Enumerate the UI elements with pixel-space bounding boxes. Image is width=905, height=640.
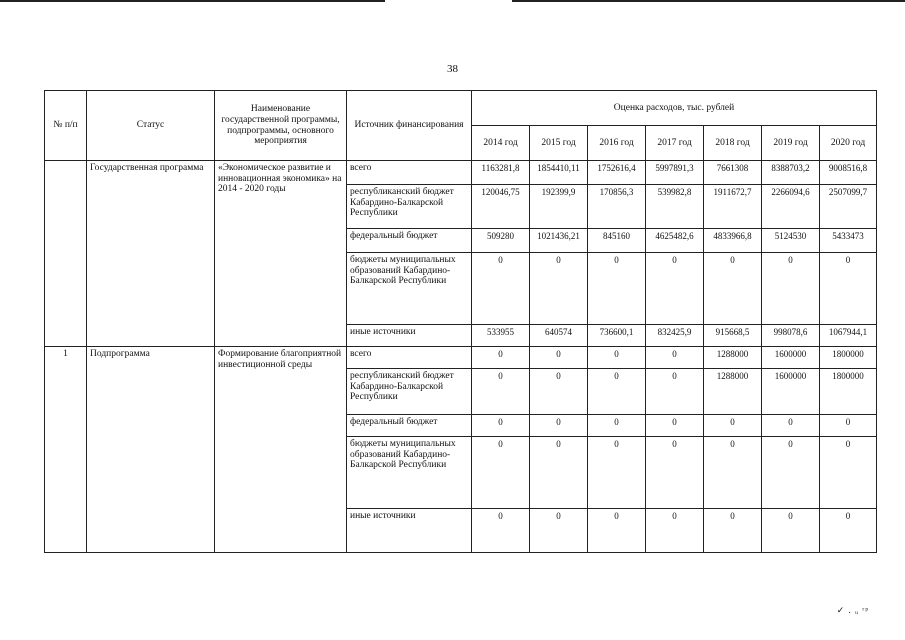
value-cell: 1067944,1: [820, 325, 877, 347]
source-cell: иные источники: [347, 509, 472, 553]
value-cell: 1288000: [704, 347, 762, 369]
value-cell: 509280: [472, 229, 530, 253]
value-cell: 0: [820, 437, 877, 509]
value-cell: 0: [820, 415, 877, 437]
header-year: 2015 год: [530, 126, 588, 161]
header-status: Статус: [87, 91, 215, 161]
scan-edge-line-left: [0, 0, 385, 2]
value-cell: 2266094,6: [762, 185, 820, 229]
value-cell: 0: [530, 437, 588, 509]
value-cell: 1163281,8: [472, 161, 530, 185]
value-cell: 0: [530, 369, 588, 415]
value-cell: 0: [762, 415, 820, 437]
row-name: Формирование благоприятной инвестиционной среды: [215, 347, 347, 553]
value-cell: 998078,6: [762, 325, 820, 347]
value-cell: 4625482,6: [646, 229, 704, 253]
header-year: 2014 год: [472, 126, 530, 161]
value-cell: 0: [588, 253, 646, 325]
value-cell: 0: [646, 369, 704, 415]
value-cell: 0: [704, 415, 762, 437]
value-cell: 736600,1: [588, 325, 646, 347]
value-cell: 5997891,3: [646, 161, 704, 185]
value-cell: 5433473: [820, 229, 877, 253]
value-cell: 0: [762, 437, 820, 509]
header-num: № п/п: [45, 91, 87, 161]
expenditure-table: [44, 90, 877, 553]
value-cell: 915668,5: [704, 325, 762, 347]
value-cell: 0: [472, 347, 530, 369]
value-cell: 832425,9: [646, 325, 704, 347]
header-source: Источник финансирования: [347, 91, 472, 161]
row-num: [45, 161, 87, 347]
table-row: [45, 161, 877, 185]
value-cell: 0: [588, 509, 646, 553]
value-cell: 0: [472, 369, 530, 415]
source-cell: республиканский бюджет Кабардино-Балкарской Республики: [347, 369, 472, 415]
value-cell: 0: [472, 437, 530, 509]
header-year: 2020 год: [820, 126, 877, 161]
value-cell: 0: [588, 369, 646, 415]
value-cell: 0: [646, 415, 704, 437]
value-cell: 0: [588, 437, 646, 509]
value-cell: 1600000: [762, 369, 820, 415]
corner-handwritten-mark: ✓ . ᵤ ʳᵖ: [836, 605, 869, 615]
value-cell: 1021436,21: [530, 229, 588, 253]
value-cell: 0: [646, 253, 704, 325]
value-cell: 539982,8: [646, 185, 704, 229]
value-cell: 0: [530, 415, 588, 437]
source-cell: федеральный бюджет: [347, 415, 472, 437]
value-cell: 533955: [472, 325, 530, 347]
row-num: 1: [45, 347, 87, 553]
value-cell: 0: [530, 347, 588, 369]
value-cell: 0: [704, 509, 762, 553]
value-cell: 0: [646, 347, 704, 369]
table-row: [45, 347, 877, 369]
value-cell: 0: [472, 253, 530, 325]
value-cell: 0: [704, 253, 762, 325]
value-cell: 0: [820, 253, 877, 325]
value-cell: 0: [472, 509, 530, 553]
source-cell: бюджеты муниципальных образований Кабардино-Балкарской Республики: [347, 253, 472, 325]
source-cell: республиканский бюджет Кабардино-Балкарской Республики: [347, 185, 472, 229]
header-year: 2017 год: [646, 126, 704, 161]
value-cell: 0: [762, 509, 820, 553]
value-cell: 192399,9: [530, 185, 588, 229]
value-cell: 4833966,8: [704, 229, 762, 253]
header-year: 2018 год: [704, 126, 762, 161]
value-cell: 0: [588, 415, 646, 437]
value-cell: 1752616,4: [588, 161, 646, 185]
source-cell: бюджеты муниципальных образований Кабардино-Балкарской Республики: [347, 437, 472, 509]
value-cell: 0: [820, 509, 877, 553]
value-cell: 0: [646, 437, 704, 509]
row-status: Государственная программа: [87, 161, 215, 347]
scan-edge-line-right: [512, 0, 905, 2]
value-cell: 0: [704, 437, 762, 509]
value-cell: 0: [646, 509, 704, 553]
value-cell: 7661308: [704, 161, 762, 185]
value-cell: 0: [762, 253, 820, 325]
source-cell: всего: [347, 347, 472, 369]
row-name: «Экономическое развитие и инновационная экономика» на 2014 - 2020 годы: [215, 161, 347, 347]
value-cell: 0: [530, 509, 588, 553]
row-status: Подпрограмма: [87, 347, 215, 553]
value-cell: 120046,75: [472, 185, 530, 229]
value-cell: 9008516,8: [820, 161, 877, 185]
value-cell: 1854410,11: [530, 161, 588, 185]
header-name: Наименование государственной программы, подпрограммы, основного мероприятия: [215, 91, 347, 161]
value-cell: 1800000: [820, 347, 877, 369]
value-cell: 1288000: [704, 369, 762, 415]
header-year: 2016 год: [588, 126, 646, 161]
header-estimate: Оценка расходов, тыс. рублей: [472, 91, 877, 126]
source-cell: всего: [347, 161, 472, 185]
page-number: 38: [447, 63, 458, 75]
header-year: 2019 год: [762, 126, 820, 161]
value-cell: 0: [472, 415, 530, 437]
value-cell: 0: [530, 253, 588, 325]
source-cell: федеральный бюджет: [347, 229, 472, 253]
value-cell: 170856,3: [588, 185, 646, 229]
value-cell: 2507099,7: [820, 185, 877, 229]
value-cell: 1800000: [820, 369, 877, 415]
value-cell: 0: [588, 347, 646, 369]
value-cell: 5124530: [762, 229, 820, 253]
value-cell: 8388703,2: [762, 161, 820, 185]
value-cell: 845160: [588, 229, 646, 253]
value-cell: 640574: [530, 325, 588, 347]
value-cell: 1600000: [762, 347, 820, 369]
value-cell: 1911672,7: [704, 185, 762, 229]
source-cell: иные источники: [347, 325, 472, 347]
